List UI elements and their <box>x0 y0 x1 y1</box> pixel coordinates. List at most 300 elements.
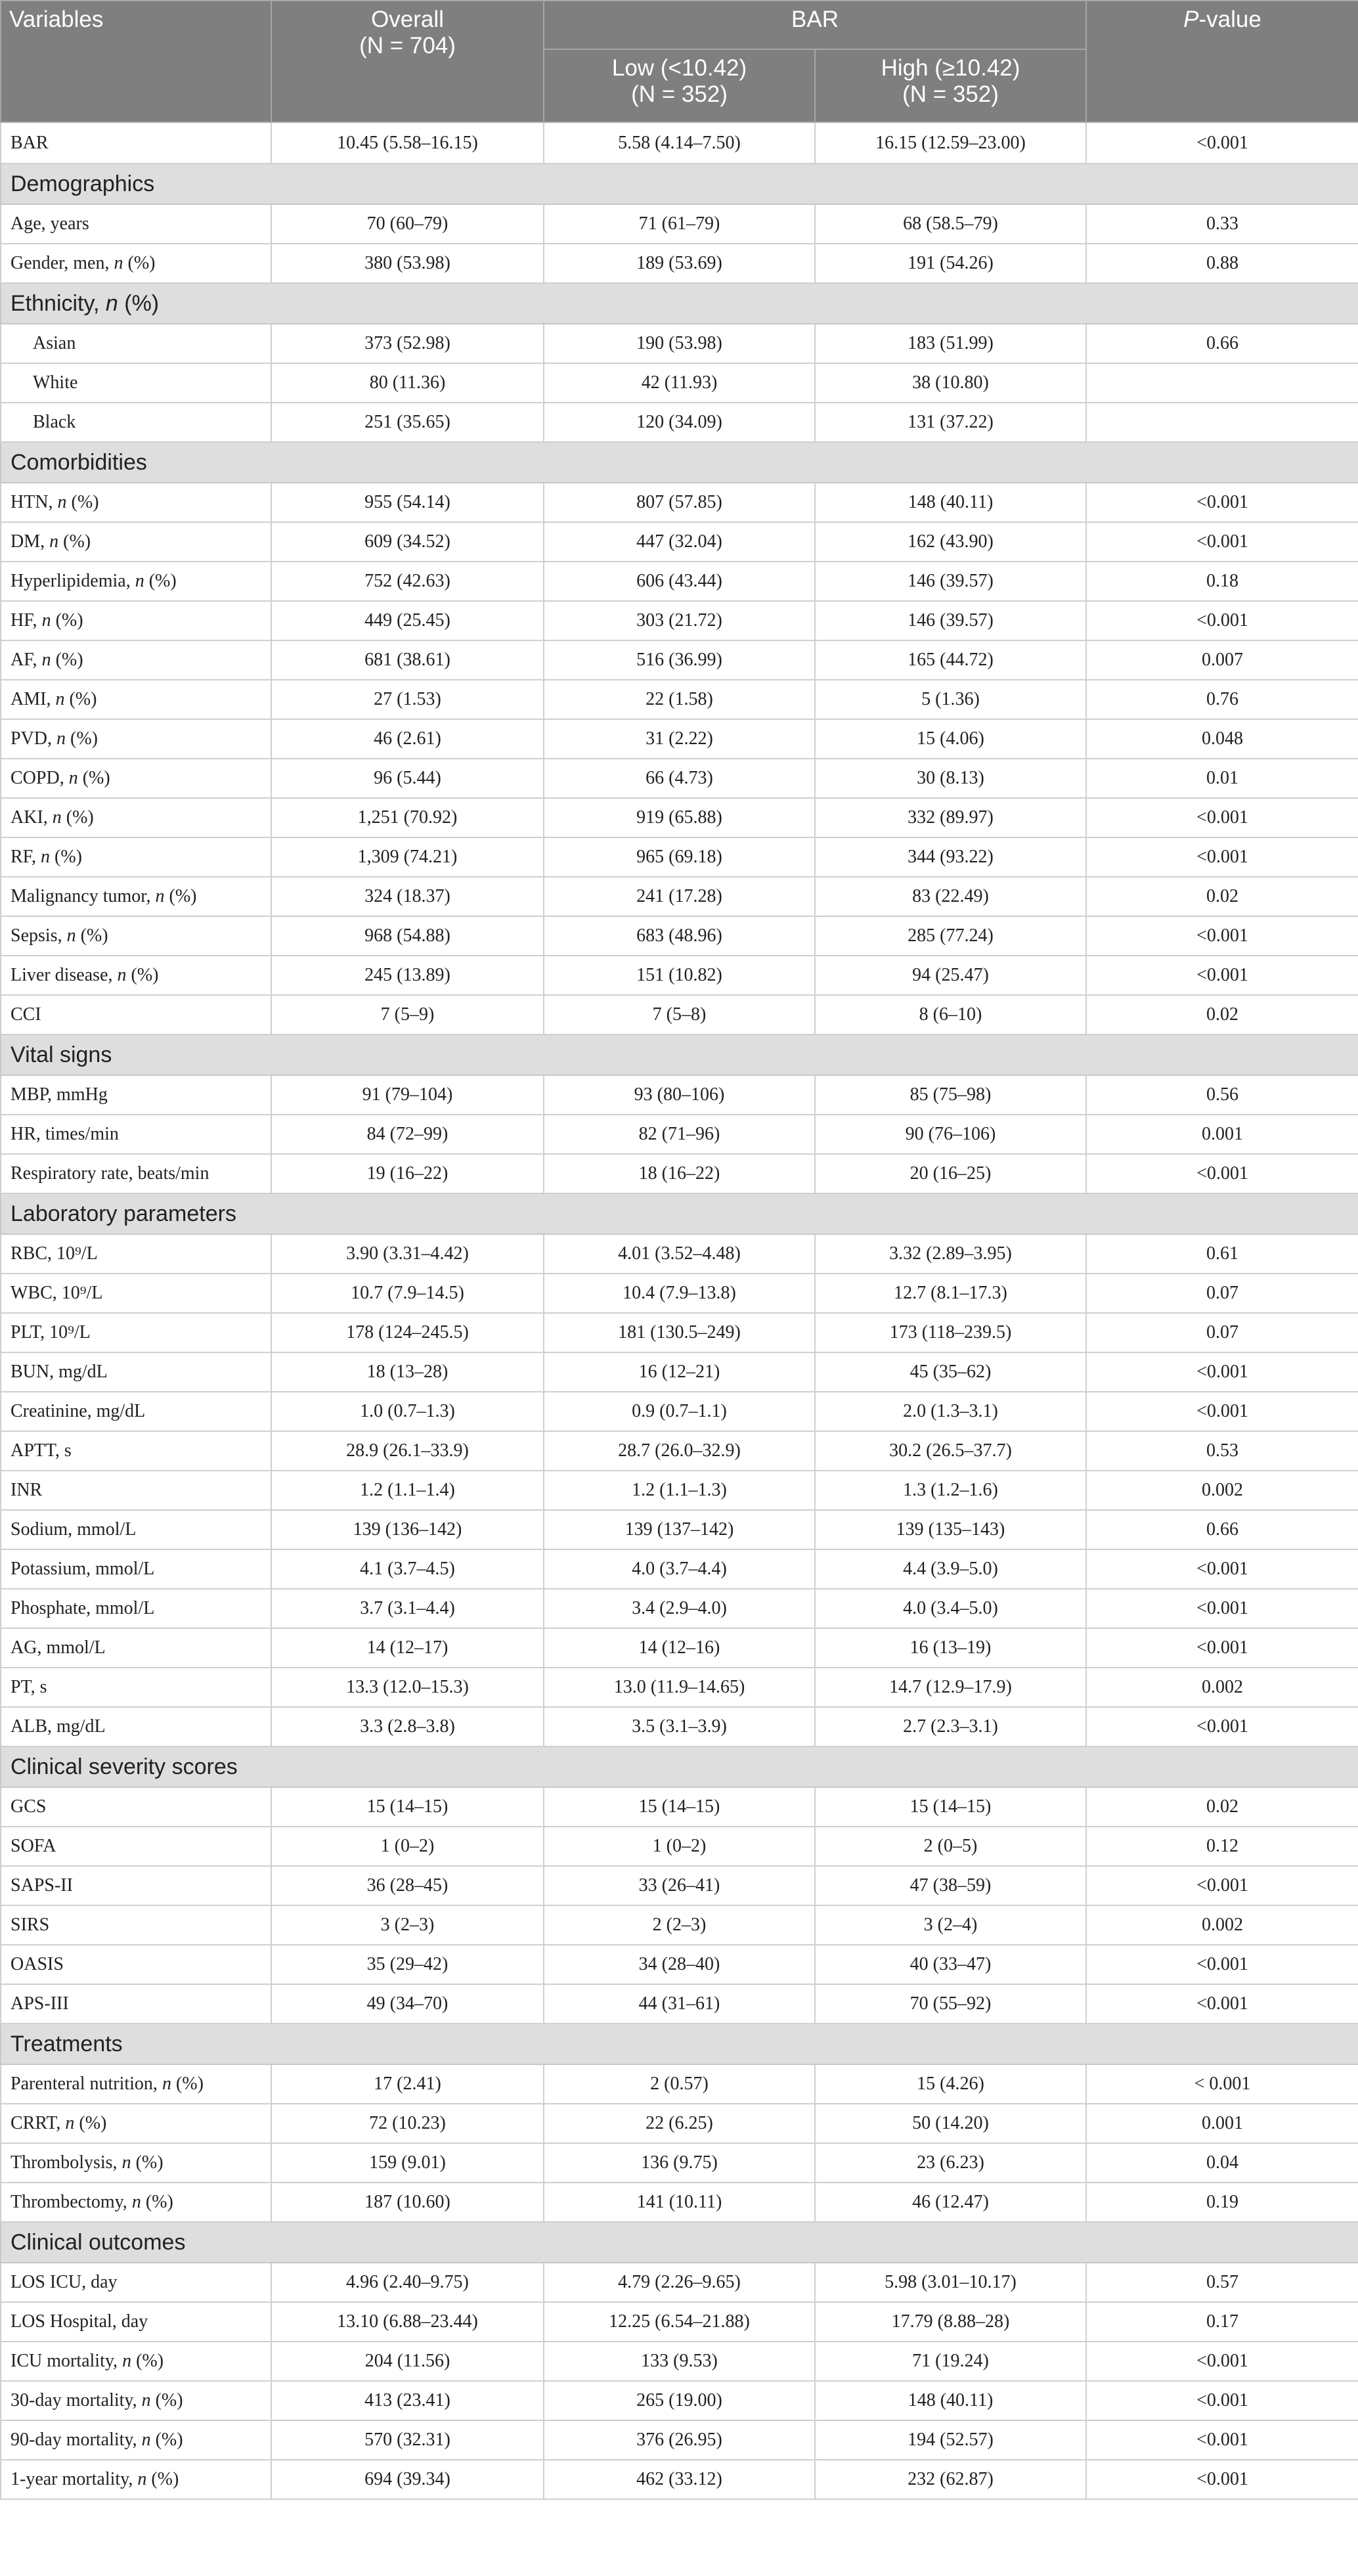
table-row-bar <box>1 122 1358 164</box>
cell-pvalue: <0.001 <box>1086 1352 1358 1392</box>
cell-high: 131 (37.22) <box>815 403 1086 442</box>
cell-high: 5.98 (3.01–10.17) <box>815 2263 1086 2302</box>
cell-pvalue: 0.07 <box>1086 1274 1358 1313</box>
cell-low: 190 (53.98) <box>544 324 815 363</box>
cell-overall: 373 (52.98) <box>271 324 544 363</box>
cell-variable: 90-day mortality, n (%) <box>1 2420 271 2460</box>
cell-low: 141 (10.11) <box>544 2183 815 2222</box>
table-row <box>1 1984 1358 2024</box>
cell-overall: 570 (32.31) <box>271 2420 544 2460</box>
table-row <box>1 1075 1358 1115</box>
cell-variable: SIRS <box>1 1905 271 1945</box>
cell-low: 71 (61–79) <box>544 204 815 244</box>
cell-pvalue: 0.07 <box>1086 1313 1358 1352</box>
cell-low: 462 (33.12) <box>544 2460 815 2499</box>
table-row <box>1 1352 1358 1392</box>
cell-low: 516 (36.99) <box>544 640 815 680</box>
cell-overall: 28.9 (26.1–33.9) <box>271 1431 544 1471</box>
table-row <box>1 719 1358 759</box>
cell-high: 30.2 (26.5–37.7) <box>815 1431 1086 1471</box>
cell-pvalue <box>1086 363 1358 403</box>
table-row <box>1 363 1358 403</box>
table-header <box>1 1 1358 122</box>
cell-low: 22 (1.58) <box>544 680 815 719</box>
cell-high: 173 (118–239.5) <box>815 1313 1086 1352</box>
table-row <box>1 601 1358 640</box>
cell-overall: 955 (54.14) <box>271 483 544 522</box>
cell-low: 34 (28–40) <box>544 1945 815 1984</box>
cell-low: 4.79 (2.26–9.65) <box>544 2263 815 2302</box>
cell-overall: 36 (28–45) <box>271 1866 544 1905</box>
cell-pvalue: <0.001 <box>1086 916 1358 956</box>
cell-low: 42 (11.93) <box>544 363 815 403</box>
section-row <box>1 164 1358 204</box>
cell-overall: 1,309 (74.21) <box>271 837 544 877</box>
cell-pvalue: <0.001 <box>1086 1628 1358 1668</box>
cell-variable: PVD, n (%) <box>1 719 271 759</box>
cell-variable: ALB, mg/dL <box>1 1707 271 1746</box>
cell-high: 285 (77.24) <box>815 916 1086 956</box>
cell-pvalue: <0.001 <box>1086 1549 1358 1589</box>
cell-pvalue: 0.19 <box>1086 2183 1358 2222</box>
cell-pvalue: 0.66 <box>1086 324 1358 363</box>
cell-overall: 96 (5.44) <box>271 759 544 798</box>
cell-variable: Liver disease, n (%) <box>1 956 271 995</box>
cell-low: 44 (31–61) <box>544 1984 815 2024</box>
cell-overall: 609 (34.52) <box>271 522 544 562</box>
cell-pvalue: <0.001 <box>1086 2420 1358 2460</box>
cell-variable: AMI, n (%) <box>1 680 271 719</box>
header-variables-label: Variables <box>9 7 104 32</box>
cell-low: 14 (12–16) <box>544 1628 815 1668</box>
cell-high: 15 (4.06) <box>815 719 1086 759</box>
cell-variable: WBC, 10⁹/L <box>1 1274 271 1313</box>
header-overall-label: Overall <box>371 7 444 32</box>
cell-overall: 3.90 (3.31–4.42) <box>271 1234 544 1274</box>
cell-low: 919 (65.88) <box>544 798 815 837</box>
cell-low: 181 (130.5–249) <box>544 1313 815 1352</box>
cell-pvalue: <0.001 <box>1086 1945 1358 1984</box>
table-row <box>1 837 1358 877</box>
cell-pvalue: 0.76 <box>1086 680 1358 719</box>
cell-low: 28.7 (26.0–32.9) <box>544 1431 815 1471</box>
cell-high: 17.79 (8.88–28) <box>815 2302 1086 2342</box>
table-row <box>1 562 1358 601</box>
table-row <box>1 1313 1358 1352</box>
table-row <box>1 2143 1358 2183</box>
cell-variable: AF, n (%) <box>1 640 271 680</box>
cell-low: 136 (9.75) <box>544 2143 815 2183</box>
table-row <box>1 2420 1358 2460</box>
section-title: Treatments <box>1 2024 1358 2064</box>
cell-high: 194 (52.57) <box>815 2420 1086 2460</box>
cell-overall: 35 (29–42) <box>271 1945 544 1984</box>
header-pvalue <box>1086 1 1358 122</box>
section-title: Ethnicity, n (%) <box>1 283 1358 324</box>
cell-low: 683 (48.96) <box>544 916 815 956</box>
cell-pvalue: 0.56 <box>1086 1075 1358 1115</box>
cell-pvalue: <0.001 <box>1086 601 1358 640</box>
cell-overall: 1,251 (70.92) <box>271 798 544 837</box>
table-row <box>1 2302 1358 2342</box>
cell-pvalue: <0.001 <box>1086 1392 1358 1431</box>
cell-low: 66 (4.73) <box>544 759 815 798</box>
cell-high: 15 (4.26) <box>815 2064 1086 2104</box>
cell-high: 94 (25.47) <box>815 956 1086 995</box>
cell-high: 68 (58.5–79) <box>815 204 1086 244</box>
cell-high: 2.7 (2.3–3.1) <box>815 1707 1086 1746</box>
cell-low: 606 (43.44) <box>544 562 815 601</box>
cell-variable: GCS <box>1 1787 271 1827</box>
cell-low: 965 (69.18) <box>544 837 815 877</box>
cell-low: 1 (0–2) <box>544 1827 815 1866</box>
cell-high: 12.7 (8.1–17.3) <box>815 1274 1086 1313</box>
cell-high: 40 (33–47) <box>815 1945 1086 1984</box>
cell-low: 15 (14–15) <box>544 1787 815 1827</box>
table-row <box>1 956 1358 995</box>
cell-overall: 80 (11.36) <box>271 363 544 403</box>
cell-high: 45 (35–62) <box>815 1352 1086 1392</box>
cell-low: 139 (137–142) <box>544 1510 815 1549</box>
section-row <box>1 283 1358 324</box>
cell-variable: White <box>1 363 271 403</box>
table-row <box>1 204 1358 244</box>
cell-pvalue: 0.002 <box>1086 1471 1358 1510</box>
cell-low: 12.25 (6.54–21.88) <box>544 2302 815 2342</box>
table-row <box>1 916 1358 956</box>
cell-overall: 681 (38.61) <box>271 640 544 680</box>
cell-high: 148 (40.11) <box>815 2381 1086 2420</box>
cell-low: 189 (53.69) <box>544 244 815 283</box>
cell-pvalue: 0.02 <box>1086 877 1358 916</box>
cell-pvalue: < 0.001 <box>1086 2064 1358 2104</box>
cell-overall: 4.96 (2.40–9.75) <box>271 2263 544 2302</box>
cell-variable: Thrombectomy, n (%) <box>1 2183 271 2222</box>
header-pvalue-p: P <box>1183 7 1199 32</box>
cell-pvalue: <0.001 <box>1086 1154 1358 1193</box>
table-row <box>1 1707 1358 1746</box>
cell-high: 3.32 (2.89–3.95) <box>815 1234 1086 1274</box>
table-row <box>1 483 1358 522</box>
section-title: Clinical severity scores <box>1 1746 1358 1787</box>
cell-variable: LOS Hospital, day <box>1 2302 271 2342</box>
cell-pvalue: <0.001 <box>1086 2460 1358 2499</box>
cell-high: 183 (51.99) <box>815 324 1086 363</box>
cell-low: 18 (16–22) <box>544 1154 815 1193</box>
cell-high: 47 (38–59) <box>815 1866 1086 1905</box>
table-row <box>1 2381 1358 2420</box>
cell-high: 50 (14.20) <box>815 2104 1086 2143</box>
cell-overall: 13.3 (12.0–15.3) <box>271 1668 544 1707</box>
cell-overall: 1.2 (1.1–1.4) <box>271 1471 544 1510</box>
cell-variable: Hyperlipidemia, n (%) <box>1 562 271 601</box>
cell-low: 22 (6.25) <box>544 2104 815 2143</box>
cell-high: 16.15 (12.59–23.00) <box>815 122 1086 164</box>
cell-pvalue: 0.18 <box>1086 562 1358 601</box>
table-row <box>1 759 1358 798</box>
table-row <box>1 1945 1358 1984</box>
cell-variable: Potassium, mmol/L <box>1 1549 271 1589</box>
cell-high: 146 (39.57) <box>815 562 1086 601</box>
cell-pvalue <box>1086 403 1358 442</box>
table-row <box>1 2342 1358 2381</box>
cell-pvalue: 0.02 <box>1086 995 1358 1034</box>
header-high-label: High (≥10.42) <box>881 55 1020 81</box>
table-row <box>1 1905 1358 1945</box>
cell-high: 4.4 (3.9–5.0) <box>815 1549 1086 1589</box>
cell-low: 5.58 (4.14–7.50) <box>544 122 815 164</box>
cell-variable: SOFA <box>1 1827 271 1866</box>
cell-overall: 752 (42.63) <box>271 562 544 601</box>
cell-high: 85 (75–98) <box>815 1075 1086 1115</box>
cell-high: 148 (40.11) <box>815 483 1086 522</box>
cell-pvalue: <0.001 <box>1086 483 1358 522</box>
cell-low: 133 (9.53) <box>544 2342 815 2381</box>
cell-overall: 187 (10.60) <box>271 2183 544 2222</box>
cell-high: 23 (6.23) <box>815 2143 1086 2183</box>
cell-high: 71 (19.24) <box>815 2342 1086 2381</box>
cell-low: 241 (17.28) <box>544 877 815 916</box>
cell-overall: 27 (1.53) <box>271 680 544 719</box>
cell-variable: HF, n (%) <box>1 601 271 640</box>
cell-low: 93 (80–106) <box>544 1075 815 1115</box>
cell-low: 376 (26.95) <box>544 2420 815 2460</box>
cell-overall: 10.7 (7.9–14.5) <box>271 1274 544 1313</box>
cell-variable: Asian <box>1 324 271 363</box>
table-row <box>1 1115 1358 1154</box>
table-row <box>1 2263 1358 2302</box>
cell-overall: 13.10 (6.88–23.44) <box>271 2302 544 2342</box>
cell-variable: APS-III <box>1 1984 271 2024</box>
cell-low: 447 (32.04) <box>544 522 815 562</box>
cell-high: 139 (135–143) <box>815 1510 1086 1549</box>
cell-variable: 1-year mortality, n (%) <box>1 2460 271 2499</box>
cell-pvalue: <0.001 <box>1086 522 1358 562</box>
header-variables <box>1 1 271 122</box>
cell-overall: 18 (13–28) <box>271 1352 544 1392</box>
cell-variable: Age, years <box>1 204 271 244</box>
cell-pvalue: <0.001 <box>1086 956 1358 995</box>
table-row <box>1 1549 1358 1589</box>
cell-pvalue: 0.007 <box>1086 640 1358 680</box>
cell-overall: 84 (72–99) <box>271 1115 544 1154</box>
table-body <box>1 122 1358 2499</box>
cell-low: 303 (21.72) <box>544 601 815 640</box>
cell-overall: 3 (2–3) <box>271 1905 544 1945</box>
table-row <box>1 680 1358 719</box>
section-title: Laboratory parameters <box>1 1193 1358 1234</box>
cell-high: 8 (6–10) <box>815 995 1086 1034</box>
header-low <box>544 49 815 122</box>
section-row <box>1 1193 1358 1234</box>
table-row <box>1 403 1358 442</box>
cell-variable: Black <box>1 403 271 442</box>
cell-overall: 72 (10.23) <box>271 2104 544 2143</box>
cell-pvalue: 0.12 <box>1086 1827 1358 1866</box>
cell-high: 90 (76–106) <box>815 1115 1086 1154</box>
cell-variable: Thrombolysis, n (%) <box>1 2143 271 2183</box>
table-row <box>1 244 1358 283</box>
cell-overall: 694 (39.34) <box>271 2460 544 2499</box>
cell-low: 33 (26–41) <box>544 1866 815 1905</box>
cell-overall: 17 (2.41) <box>271 2064 544 2104</box>
table-row <box>1 640 1358 680</box>
cell-variable: INR <box>1 1471 271 1510</box>
cell-overall: 14 (12–17) <box>271 1628 544 1668</box>
cell-variable: Malignancy tumor, n (%) <box>1 877 271 916</box>
cell-high: 332 (89.97) <box>815 798 1086 837</box>
cell-overall: 245 (13.89) <box>271 956 544 995</box>
table-row <box>1 522 1358 562</box>
cell-variable: Parenteral nutrition, n (%) <box>1 2064 271 2104</box>
cell-overall: 139 (136–142) <box>271 1510 544 1549</box>
cell-pvalue: 0.01 <box>1086 759 1358 798</box>
cell-overall: 449 (25.45) <box>271 601 544 640</box>
table-row <box>1 1589 1358 1628</box>
table-row <box>1 798 1358 837</box>
cell-pvalue: 0.02 <box>1086 1787 1358 1827</box>
cell-low: 2 (2–3) <box>544 1905 815 1945</box>
cell-low: 7 (5–8) <box>544 995 815 1034</box>
cell-pvalue: 0.04 <box>1086 2143 1358 2183</box>
cell-overall: 204 (11.56) <box>271 2342 544 2381</box>
cell-pvalue: 0.33 <box>1086 204 1358 244</box>
table-row <box>1 1431 1358 1471</box>
cell-overall: 324 (18.37) <box>271 877 544 916</box>
header-overall-n: (N = 704) <box>359 33 456 58</box>
cell-overall: 251 (35.65) <box>271 403 544 442</box>
cell-high: 70 (55–92) <box>815 1984 1086 2024</box>
section-title: Comorbidities <box>1 442 1358 483</box>
cell-high: 2.0 (1.3–3.1) <box>815 1392 1086 1431</box>
cell-pvalue: <0.001 <box>1086 1984 1358 2024</box>
table-row <box>1 1234 1358 1274</box>
cell-overall: 380 (53.98) <box>271 244 544 283</box>
cell-high: 146 (39.57) <box>815 601 1086 640</box>
cell-pvalue: 0.53 <box>1086 1431 1358 1471</box>
table-row <box>1 1154 1358 1193</box>
cell-low: 10.4 (7.9–13.8) <box>544 1274 815 1313</box>
cell-high: 4.0 (3.4–5.0) <box>815 1589 1086 1628</box>
table-row <box>1 1787 1358 1827</box>
cell-high: 232 (62.87) <box>815 2460 1086 2499</box>
cell-pvalue: 0.17 <box>1086 2302 1358 2342</box>
cell-variable: HTN, n (%) <box>1 483 271 522</box>
cell-high: 162 (43.90) <box>815 522 1086 562</box>
cell-overall: 3.3 (2.8–3.8) <box>271 1707 544 1746</box>
cell-high: 83 (22.49) <box>815 877 1086 916</box>
cell-high: 20 (16–25) <box>815 1154 1086 1193</box>
cell-pvalue: 0.001 <box>1086 2104 1358 2143</box>
cell-variable: PT, s <box>1 1668 271 1707</box>
cell-low: 31 (2.22) <box>544 719 815 759</box>
cell-high: 165 (44.72) <box>815 640 1086 680</box>
cell-overall: 49 (34–70) <box>271 1984 544 2024</box>
cell-variable: AG, mmol/L <box>1 1628 271 1668</box>
cell-pvalue: <0.001 <box>1086 1866 1358 1905</box>
cell-low: 4.0 (3.7–4.4) <box>544 1549 815 1589</box>
header-pvalue-rest: -value <box>1198 7 1261 32</box>
cell-pvalue: <0.001 <box>1086 1589 1358 1628</box>
cell-high: 5 (1.36) <box>815 680 1086 719</box>
cell-overall: 413 (23.41) <box>271 2381 544 2420</box>
cell-low: 807 (57.85) <box>544 483 815 522</box>
table-row <box>1 2460 1358 2499</box>
cell-variable: Phosphate, mmol/L <box>1 1589 271 1628</box>
cell-overall: 178 (124–245.5) <box>271 1313 544 1352</box>
cell-overall: 968 (54.88) <box>271 916 544 956</box>
cell-overall: 159 (9.01) <box>271 2143 544 2183</box>
cell-overall: 7 (5–9) <box>271 995 544 1034</box>
cell-high: 344 (93.22) <box>815 837 1086 877</box>
table-row <box>1 2104 1358 2143</box>
section-row <box>1 442 1358 483</box>
table-row <box>1 1628 1358 1668</box>
table-row <box>1 1827 1358 1866</box>
cell-variable: 30-day mortality, n (%) <box>1 2381 271 2420</box>
cell-pvalue: 0.002 <box>1086 1905 1358 1945</box>
cell-pvalue: 0.57 <box>1086 2263 1358 2302</box>
header-overall <box>271 1 544 122</box>
cell-high: 191 (54.26) <box>815 244 1086 283</box>
cell-variable: MBP, mmHg <box>1 1075 271 1115</box>
cell-low: 13.0 (11.9–14.65) <box>544 1668 815 1707</box>
cell-high: 3 (2–4) <box>815 1905 1086 1945</box>
cell-high: 30 (8.13) <box>815 759 1086 798</box>
cell-low: 4.01 (3.52–4.48) <box>544 1234 815 1274</box>
table-row <box>1 1274 1358 1313</box>
cell-low: 265 (19.00) <box>544 2381 815 2420</box>
cell-low: 3.5 (3.1–3.9) <box>544 1707 815 1746</box>
cell-pvalue: 0.001 <box>1086 1115 1358 1154</box>
cell-high: 16 (13–19) <box>815 1628 1086 1668</box>
cell-overall: 10.45 (5.58–16.15) <box>271 122 544 164</box>
cell-variable: RF, n (%) <box>1 837 271 877</box>
cell-high: 1.3 (1.2–1.6) <box>815 1471 1086 1510</box>
cell-variable: SAPS-II <box>1 1866 271 1905</box>
cell-high: 46 (12.47) <box>815 2183 1086 2222</box>
header-high <box>815 49 1086 122</box>
table-row <box>1 1668 1358 1707</box>
cell-low: 120 (34.09) <box>544 403 815 442</box>
cell-overall: 15 (14–15) <box>271 1787 544 1827</box>
section-row <box>1 1746 1358 1787</box>
cell-variable: COPD, n (%) <box>1 759 271 798</box>
cell-overall: 19 (16–22) <box>271 1154 544 1193</box>
section-row <box>1 2024 1358 2064</box>
table-row <box>1 1392 1358 1431</box>
cell-pvalue: 0.88 <box>1086 244 1358 283</box>
cell-variable: Respiratory rate, beats/min <box>1 1154 271 1193</box>
header-bar-group <box>544 1 1086 49</box>
cell-variable: OASIS <box>1 1945 271 1984</box>
cell-low: 0.9 (0.7–1.1) <box>544 1392 815 1431</box>
cell-high: 38 (10.80) <box>815 363 1086 403</box>
table-row <box>1 877 1358 916</box>
table-row <box>1 2183 1358 2222</box>
section-title: Clinical outcomes <box>1 2222 1358 2263</box>
cell-high: 15 (14–15) <box>815 1787 1086 1827</box>
cell-high: 14.7 (12.9–17.9) <box>815 1668 1086 1707</box>
cell-pvalue: <0.001 <box>1086 2342 1358 2381</box>
table-row <box>1 2064 1358 2104</box>
cell-variable: Gender, men, n (%) <box>1 244 271 283</box>
cell-pvalue: <0.001 <box>1086 1707 1358 1746</box>
cell-pvalue: 0.002 <box>1086 1668 1358 1707</box>
cell-low: 82 (71–96) <box>544 1115 815 1154</box>
cell-variable: LOS ICU, day <box>1 2263 271 2302</box>
cell-variable: HR, times/min <box>1 1115 271 1154</box>
